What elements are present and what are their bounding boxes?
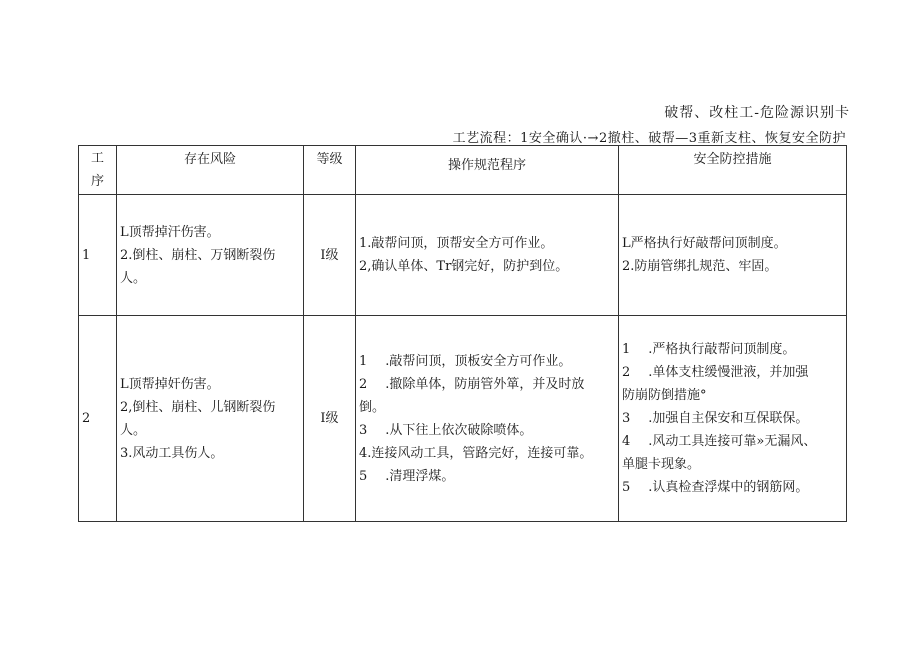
row-risks: [117, 316, 304, 522]
measure-num: 2: [622, 365, 631, 380]
row-procedures: [356, 195, 619, 316]
measure-line: [622, 361, 843, 384]
procedure-line: [359, 396, 615, 419]
row-level: I级: [304, 316, 356, 522]
procedure-text: .敲帮问顶，顶板安全方可作业。: [385, 353, 572, 369]
risk-line: 2,倒柱、崩柱、儿钢断裂伤: [120, 399, 276, 415]
measure-text: 单腿卡现象。: [622, 457, 701, 472]
procedure-num: 3: [359, 422, 368, 438]
row-measures: [619, 195, 847, 316]
procedure-text: .撤除单体，防崩管外箪，并及时放: [385, 376, 585, 392]
header-process: [79, 146, 117, 195]
risk-line: 人。: [120, 422, 147, 438]
measure-text: .严格执行敲帮问顶制度。: [648, 342, 796, 357]
row-risks: [117, 195, 304, 316]
measure-num: 1: [622, 342, 631, 357]
risk-line: L顶帮掉汗伤害。: [120, 224, 220, 240]
procedure-line: 2,确认单体、Tr钢完好，防护到位。: [359, 259, 569, 274]
measure-num: 3: [622, 411, 631, 426]
header-level: 等级: [304, 146, 356, 195]
row-procedures: [356, 316, 619, 522]
measure-num: 5: [622, 480, 631, 495]
risk-line: L顶帮掉奸伤害。: [120, 376, 220, 392]
header-measures: 安全防控措施: [619, 146, 847, 195]
table-row: [79, 316, 847, 522]
measure-text: .认真检查浮煤中的钢筋网。: [648, 480, 809, 495]
measure-line: [622, 384, 843, 407]
row-measures: [619, 316, 847, 522]
measure-text: .加强自主保安和互保联保。: [648, 411, 809, 426]
header-process-bottom: 序: [90, 174, 104, 189]
header-row: [79, 146, 847, 195]
procedure-text: .清理浮煤。: [385, 468, 455, 484]
procedure-line: 1.敲帮问顶，顶帮安全方可作业。: [359, 236, 554, 251]
measure-line: [622, 430, 843, 453]
row-level: I级: [304, 195, 356, 316]
card-title: 破帮、改柱工-危险源识别卡: [664, 105, 850, 121]
procedure-line: [359, 465, 615, 488]
risk-line: 人。: [120, 270, 147, 286]
row-seq: 1: [79, 195, 117, 316]
measure-line: [622, 453, 843, 476]
risk-line: 3.风动工具伤人。: [120, 445, 224, 461]
row-seq: 2: [79, 316, 117, 522]
procedure-text: 倒。: [359, 399, 386, 415]
procedure-line: [359, 373, 615, 396]
procedure-text: .从下往上依次破除喷体。: [385, 422, 533, 438]
measure-line: 2.防崩管绑扎规范、牢固。: [622, 259, 778, 274]
header-process-top: 工: [90, 151, 104, 166]
measure-text: .风动工具连接可靠»无漏风、: [648, 434, 817, 449]
procedure-num: 2: [359, 376, 368, 392]
hazard-table: [78, 145, 847, 522]
procedure-num: 1: [359, 353, 368, 369]
table-row: [79, 195, 847, 316]
procedure-text: .连接风动工具，管路完好，连接可靠。: [367, 445, 593, 461]
procedure-num: 4: [359, 445, 368, 461]
measure-line: [622, 338, 843, 361]
measure-num: 4: [622, 434, 631, 449]
procedure-num: 5: [359, 468, 368, 484]
risk-line: 2.倒柱、崩柱、万钢断裂伤: [120, 247, 276, 263]
process-flow: 工艺流程：1安全确认·→2撤柱、破帮—3重新支柱、恢复安全防护: [452, 131, 846, 146]
procedure-line: [359, 419, 615, 442]
procedure-line: [359, 350, 615, 373]
measure-line: [622, 476, 843, 499]
measure-text: .单体支柱缓慢泄液，并加强: [648, 365, 809, 380]
measure-line: L严格执行好敲帮问顶制度。: [622, 236, 787, 251]
header-risk: 存在风险: [117, 146, 304, 195]
measure-line: [622, 407, 843, 430]
header-procedure: 操作规范程序: [356, 146, 619, 195]
procedure-line: [359, 442, 615, 465]
measure-text: 防崩防倒措施°: [622, 388, 707, 403]
